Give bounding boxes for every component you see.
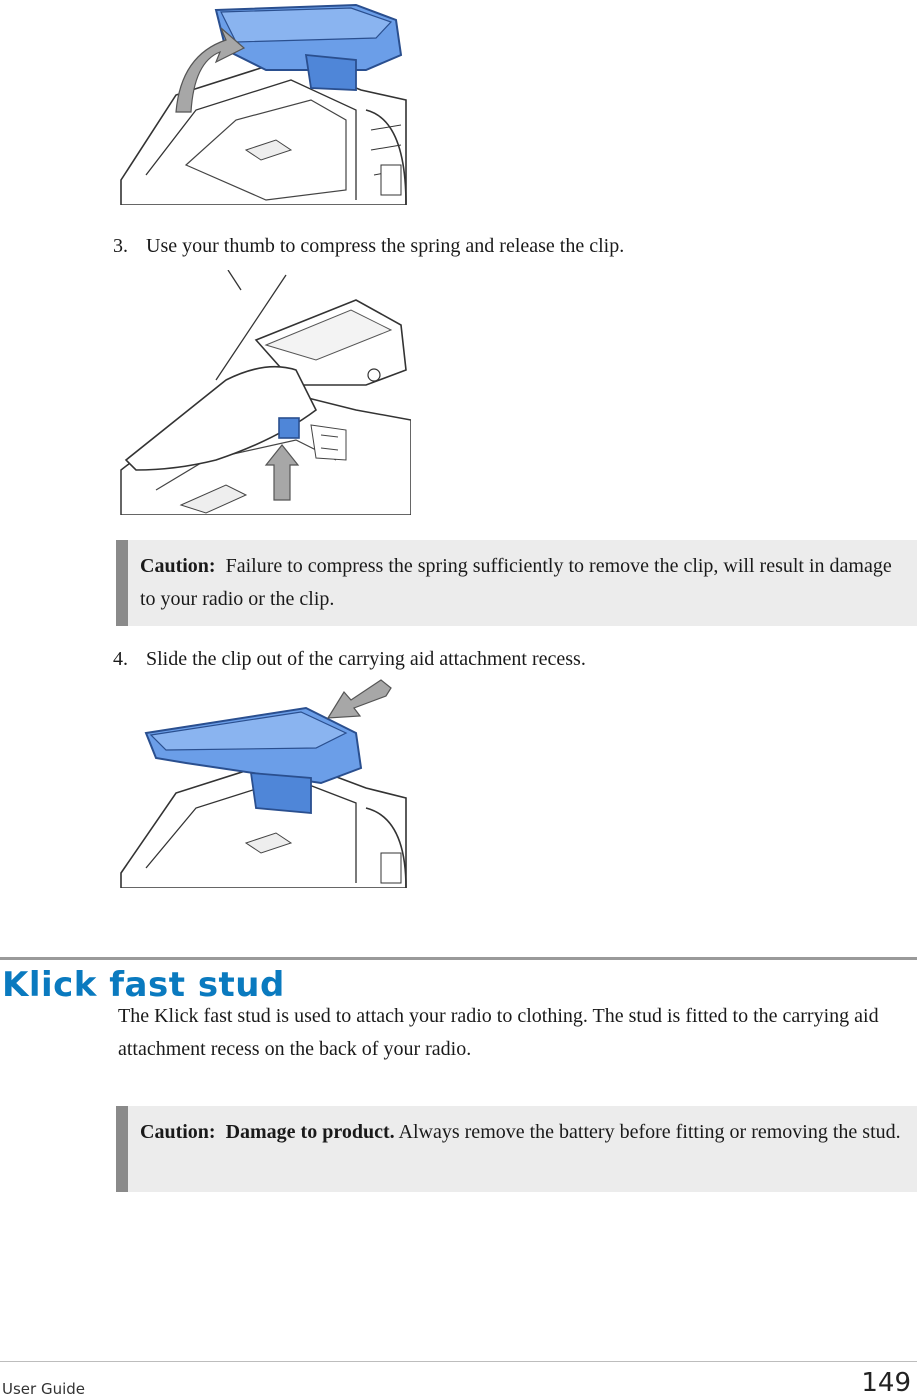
step-number: 3. (113, 235, 128, 257)
step-4 (113, 645, 586, 673)
step-number: 4. (113, 648, 128, 670)
caution-text: Always remove the battery before fitting or removing the stud. (398, 1121, 901, 1143)
section-heading: Klick fast stud (2, 965, 285, 1005)
figure-clip-lift (116, 0, 411, 205)
figure-clip-slide (116, 678, 411, 888)
section-paragraph: The Klick fast stud is used to attach your radio to clothing. The stud is fitted to the carrying aid attachment recess on the back of your radio. (118, 1005, 879, 1060)
page-number: 149 (861, 1368, 911, 1398)
caution-box (116, 1106, 917, 1192)
step-3 (113, 232, 624, 260)
step-text: Slide the clip out of the carrying aid attachment recess. (146, 648, 586, 670)
caution-label: Caution: (140, 1121, 216, 1143)
figure-thumb-compress (116, 270, 411, 515)
caution-text: Failure to compress the spring sufficiently to remove the clip, will result in damage to your radio or the clip. (140, 555, 892, 610)
footer-divider (0, 1361, 917, 1362)
caution-strong: Damage to product. (225, 1121, 395, 1143)
footer-title: User Guide (2, 1380, 86, 1398)
step-text: Use your thumb to compress the spring and release the clip. (146, 235, 625, 257)
caution-box (116, 540, 917, 626)
section-divider (0, 957, 917, 960)
caution-label: Caution: (140, 555, 216, 577)
